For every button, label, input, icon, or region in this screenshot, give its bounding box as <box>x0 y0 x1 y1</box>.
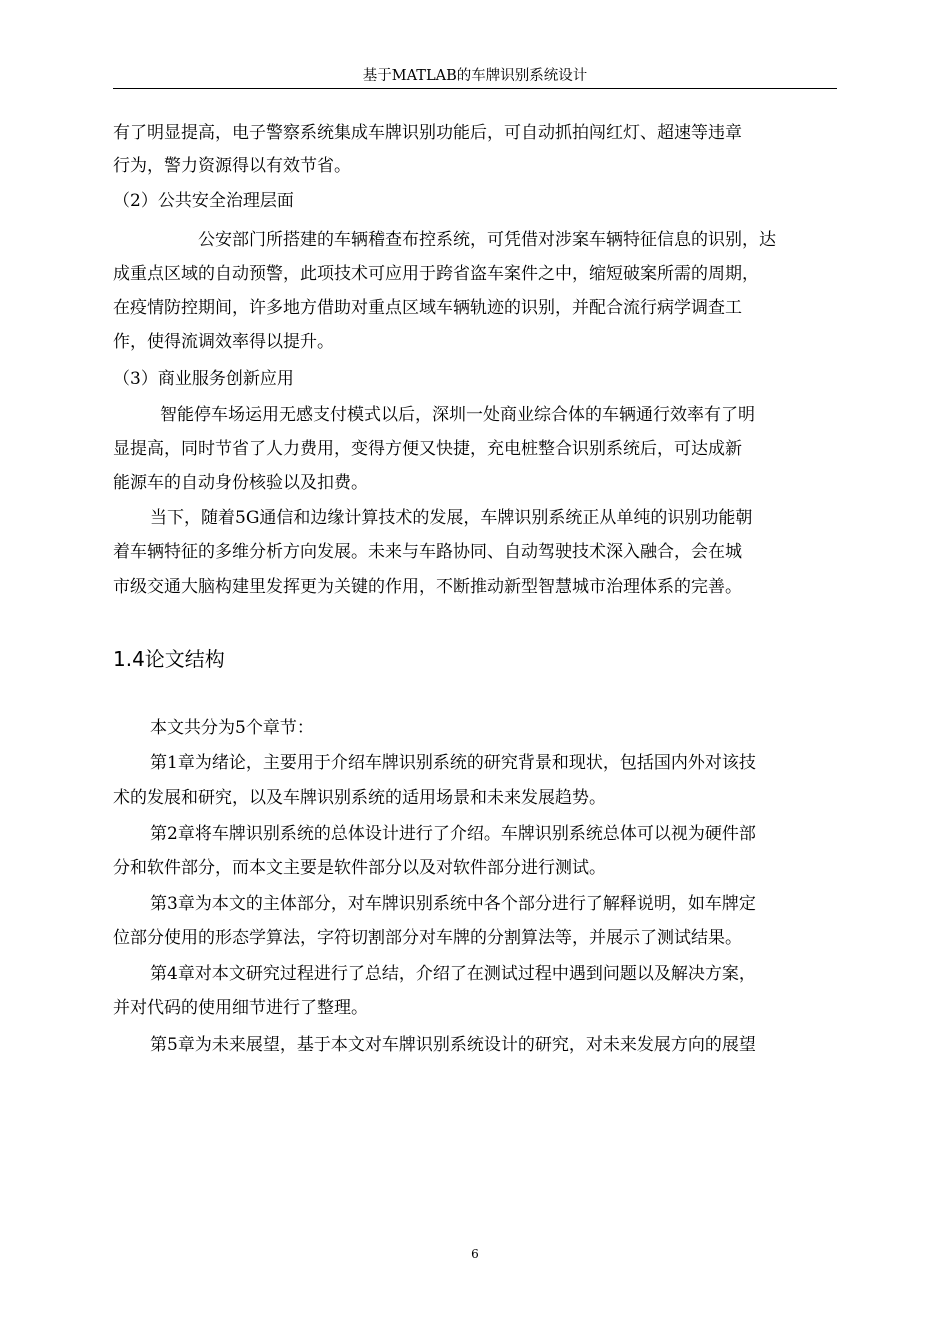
page-number: 6 <box>471 1247 479 1261</box>
paragraph-line: 分和软件部分，而本文主要是软件部分以及对软件部分进行测试。 <box>113 858 606 878</box>
paragraph-line: 行为，警力资源得以有效节省。 <box>113 156 351 176</box>
paragraph-line: 着车辆特征的多维分析方向发展。未来与车路协同、自动驾驶技术深入融合，会在城 <box>113 542 742 562</box>
paragraph-line: 公安部门所搭建的车辆稽查布控系统，可凭借对涉案车辆特征信息的识别，达 <box>198 230 776 250</box>
paragraph-line: 作，使得流调效率得以提升。 <box>113 332 334 352</box>
paragraph-line: 本文共分为5个章节： <box>150 718 314 738</box>
paragraph-line: 术的发展和研究，以及车牌识别系统的适用场景和未来发展趋势。 <box>113 788 606 808</box>
paragraph-line: 第5章为未来展望，基于本文对车牌识别系统设计的研究，对未来发展方向的展望 <box>150 1035 756 1055</box>
section-heading: 1.4论文结构 <box>113 647 225 671</box>
paragraph-line: 位部分使用的形态学算法，字符切割部分对车牌的分割算法等，并展示了测试结果。 <box>113 928 742 948</box>
paragraph-line: 第1章为绪论，主要用于介绍车牌识别系统的研究背景和现状，包括国内外对该技 <box>150 753 756 773</box>
paragraph-line: 并对代码的使用细节进行了整理。 <box>113 998 368 1018</box>
paragraph-line: 第4章对本文研究过程进行了总结，介绍了在测试过程中遇到问题以及解决方案， <box>150 964 756 984</box>
paragraph-line: 在疫情防控期间，许多地方借助对重点区域车辆轨迹的识别，并配合流行病学调查工 <box>113 298 742 318</box>
paragraph-line: 智能停车场运用无感支付模式以后，深圳一处商业综合体的车辆通行效率有了明 <box>160 405 755 425</box>
paragraph-line: 当下，随着5G通信和边缘计算技术的发展，车牌识别系统正从单纯的识别功能朝 <box>150 508 753 528</box>
paragraph-line: 第2章将车牌识别系统的总体设计进行了介绍。车牌识别系统总体可以视为硬件部 <box>150 824 756 844</box>
paragraph-line: 市级交通大脑构建里发挥更为关键的作用，不断推动新型智慧城市治理体系的完善。 <box>113 577 742 597</box>
paragraph-line: 成重点区域的自动预警，此项技术可应用于跨省盗车案件之中，缩短破案所需的周期， <box>113 264 759 284</box>
paragraph-line: 能源车的自动身份核验以及扣费。 <box>113 473 368 493</box>
running-header: 基于MATLAB的车牌识别系统设计 <box>113 64 837 89</box>
subheading-commercial-service: （3）商业服务创新应用 <box>113 369 294 389</box>
paragraph-line: 有了明显提高，电子警察系统集成车牌识别功能后，可自动抓拍闯红灯、超速等违章 <box>113 123 742 143</box>
paragraph-line: 第3章为本文的主体部分，对车牌识别系统中各个部分进行了解释说明，如车牌定 <box>150 894 756 914</box>
subheading-public-safety: （2）公共安全治理层面 <box>113 191 294 211</box>
paragraph-line: 显提高，同时节省了人力费用，变得方便又快捷，充电桩整合识别系统后，可达成新 <box>113 439 742 459</box>
